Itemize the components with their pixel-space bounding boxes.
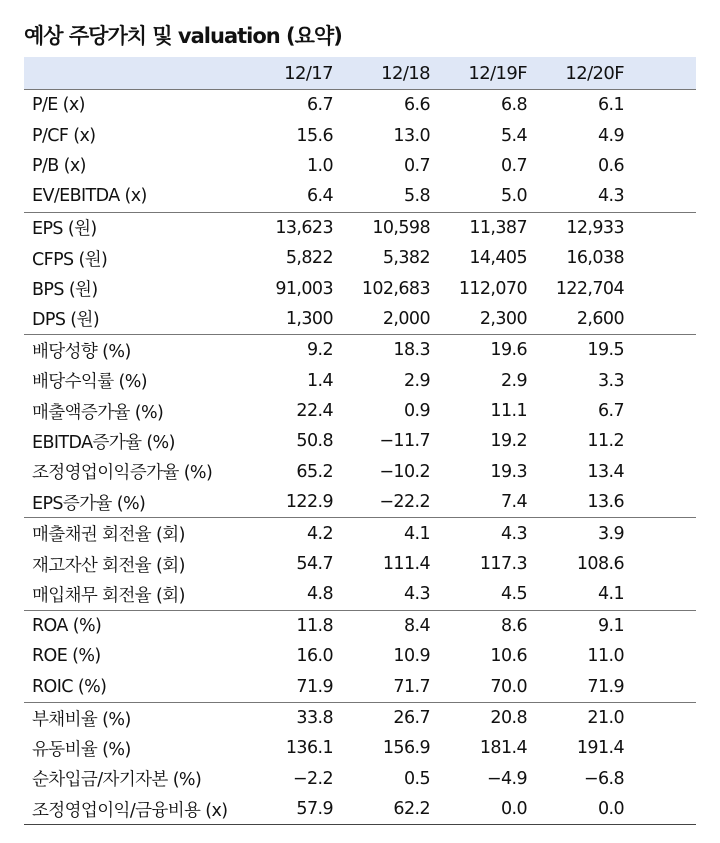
value-cell: 6.8 [500,95,527,116]
table-row [24,794,696,824]
value-cell: 111.4 [382,554,430,575]
value-cell: 1.4 [306,370,333,391]
value-cell: 2.9 [500,370,527,391]
table-row [24,212,696,243]
value-cell: 117.3 [479,554,527,575]
value-cell: 3.9 [597,523,624,544]
value-cell: 33.8 [296,708,333,728]
value-cell: 108.6 [576,554,624,575]
value-cell: 18.3 [393,340,430,361]
row-label: CFPS (원) [32,249,108,270]
row-label: ROA (%) [32,615,102,636]
value-cell: 5,382 [382,248,430,269]
table-row [24,702,696,733]
value-cell: 156.9 [382,738,430,759]
table-header-row [24,57,696,90]
value-cell: 21.0 [587,708,624,728]
row-label: EBITDA증가율 (%) [32,432,175,453]
value-cell: 1.0 [306,155,333,176]
row-label: BPS (원) [32,280,98,301]
value-cell: 19.5 [587,340,624,361]
row-label: EPS (원) [32,219,97,240]
value-cell: 6.7 [306,95,333,116]
value-cell: 8.4 [403,615,430,636]
value-cell: 11,387 [469,217,527,238]
value-cell: −22.2 [379,492,430,513]
value-cell: 10.9 [393,646,430,667]
value-cell: 12,933 [566,217,624,238]
table-row [24,487,696,517]
value-cell: 19.2 [490,431,527,452]
row-label: 조정영업이익/금융비용 (x) [32,800,228,821]
valuation-table [24,57,696,825]
row-label: P/B (x) [32,155,86,176]
value-cell: 71.7 [393,676,430,697]
value-cell: 16,038 [566,248,624,269]
row-label: P/E (x) [32,95,85,116]
value-cell: 13.6 [587,492,624,513]
table-row [24,579,696,609]
value-cell: 13,623 [275,217,333,238]
value-cell: 71.9 [296,676,333,697]
value-cell: 0.9 [403,401,430,422]
row-label: ROIC (%) [32,676,107,697]
value-cell: 0.6 [597,155,624,176]
value-cell: 13.0 [393,125,430,146]
table-row [24,181,696,211]
value-cell: 4.1 [597,584,624,605]
value-cell: 10,598 [372,217,430,238]
table-row [24,671,696,701]
value-cell: 3.3 [597,370,624,391]
value-cell: 10.6 [490,646,527,667]
value-cell: 181.4 [479,738,527,759]
value-cell: −2.2 [292,768,333,789]
value-cell: 11.8 [296,615,333,636]
value-cell: 122,704 [555,278,624,299]
value-cell: 102,683 [361,278,430,299]
row-label: EV/EBITDA (x) [32,186,147,207]
value-cell: 65.2 [296,461,333,482]
table-row [24,151,696,181]
value-cell: 14,405 [469,248,527,269]
value-cell: 5.0 [500,186,527,207]
value-cell: 6.4 [306,186,333,207]
value-cell: 136.1 [285,738,333,759]
value-cell: 5.4 [500,125,527,146]
table-row [24,334,696,365]
value-cell: 6.1 [597,95,624,116]
column-header: 12/20F [565,62,624,84]
value-cell: 1,300 [285,308,333,329]
table-row [24,120,696,150]
value-cell: 0.0 [500,799,527,820]
row-label: 매입채무 회전율 (회) [32,585,185,606]
value-cell: 4.2 [306,523,333,544]
row-label: 부채비율 (%) [32,709,131,730]
value-cell: 62.2 [393,799,430,820]
value-cell: 5.8 [403,186,430,207]
row-label: 배당성향 (%) [32,341,131,362]
value-cell: 19.6 [490,340,527,361]
value-cell: −6.8 [583,768,624,789]
table-row [24,273,696,303]
value-cell: −4.9 [486,768,527,789]
value-cell: −11.7 [379,431,430,452]
value-cell: 71.9 [587,676,624,697]
value-cell: 0.5 [403,768,430,789]
row-label: 매출액증가율 (%) [32,402,164,423]
row-label: P/CF (x) [32,125,96,146]
value-cell: 22.4 [296,401,333,422]
value-cell: 5,822 [285,248,333,269]
row-label: ROE (%) [32,646,101,667]
value-cell: 13.4 [587,461,624,482]
value-cell: 4.8 [306,584,333,605]
value-cell: 0.0 [597,799,624,820]
value-cell: 2,000 [382,308,430,329]
value-cell: 57.9 [296,799,333,820]
row-label: DPS (원) [32,310,100,331]
page-title: 예상 주당가치 및 valuation (요약) [24,24,342,48]
table-row [24,426,696,456]
value-cell: 9.1 [597,615,624,636]
table-row [24,517,696,548]
value-cell: 2,600 [576,308,624,329]
value-cell: 7.4 [500,492,527,513]
table-row [24,90,696,120]
table-row [24,549,696,579]
value-cell: 50.8 [296,431,333,452]
value-cell: 2,300 [479,308,527,329]
value-cell: 11.1 [490,401,527,422]
value-cell: 0.7 [403,155,430,176]
value-cell: 112,070 [458,278,527,299]
value-cell: 11.2 [587,431,624,452]
table-row [24,733,696,763]
value-cell: 9.2 [306,340,333,361]
row-label: 조정영업이익증가율 (%) [32,463,213,484]
value-cell: 16.0 [296,646,333,667]
row-label: 매출채권 회전율 (회) [32,525,185,546]
table-row [24,764,696,794]
row-label: 유동비율 (%) [32,739,131,760]
value-cell: 4.5 [500,584,527,605]
value-cell: 0.7 [500,155,527,176]
value-cell: 26.7 [393,708,430,728]
value-cell: 4.3 [500,523,527,544]
column-header: 12/19F [468,62,527,84]
value-cell: 122.9 [285,492,333,513]
value-cell: 20.8 [490,708,527,728]
table-row [24,366,696,396]
value-cell: 4.9 [597,125,624,146]
value-cell: 4.1 [403,523,430,544]
table-row [24,641,696,671]
row-label: 재고자산 회전율 (회) [32,555,185,576]
table-row [24,457,696,487]
value-cell: 11.0 [587,646,624,667]
value-cell: 191.4 [576,738,624,759]
value-cell: 6.7 [597,401,624,422]
value-cell: 70.0 [490,676,527,697]
row-label: 순차입금/자기자본 (%) [32,770,202,791]
value-cell: 6.6 [403,95,430,116]
row-label: 배당수익률 (%) [32,372,147,393]
value-cell: 19.3 [490,461,527,482]
value-cell: 54.7 [296,554,333,575]
value-cell: 4.3 [403,584,430,605]
value-cell: 8.6 [500,615,527,636]
row-label: EPS증가율 (%) [32,493,146,514]
value-cell: 2.9 [403,370,430,391]
column-header: 12/17 [284,62,333,84]
value-cell: −10.2 [379,461,430,482]
table-row [24,396,696,426]
value-cell: 15.6 [296,125,333,146]
value-cell: 4.3 [597,186,624,207]
column-header: 12/18 [381,62,430,84]
table-row [24,304,696,334]
value-cell: 91,003 [275,278,333,299]
table-row [24,243,696,273]
table-row [24,610,696,641]
